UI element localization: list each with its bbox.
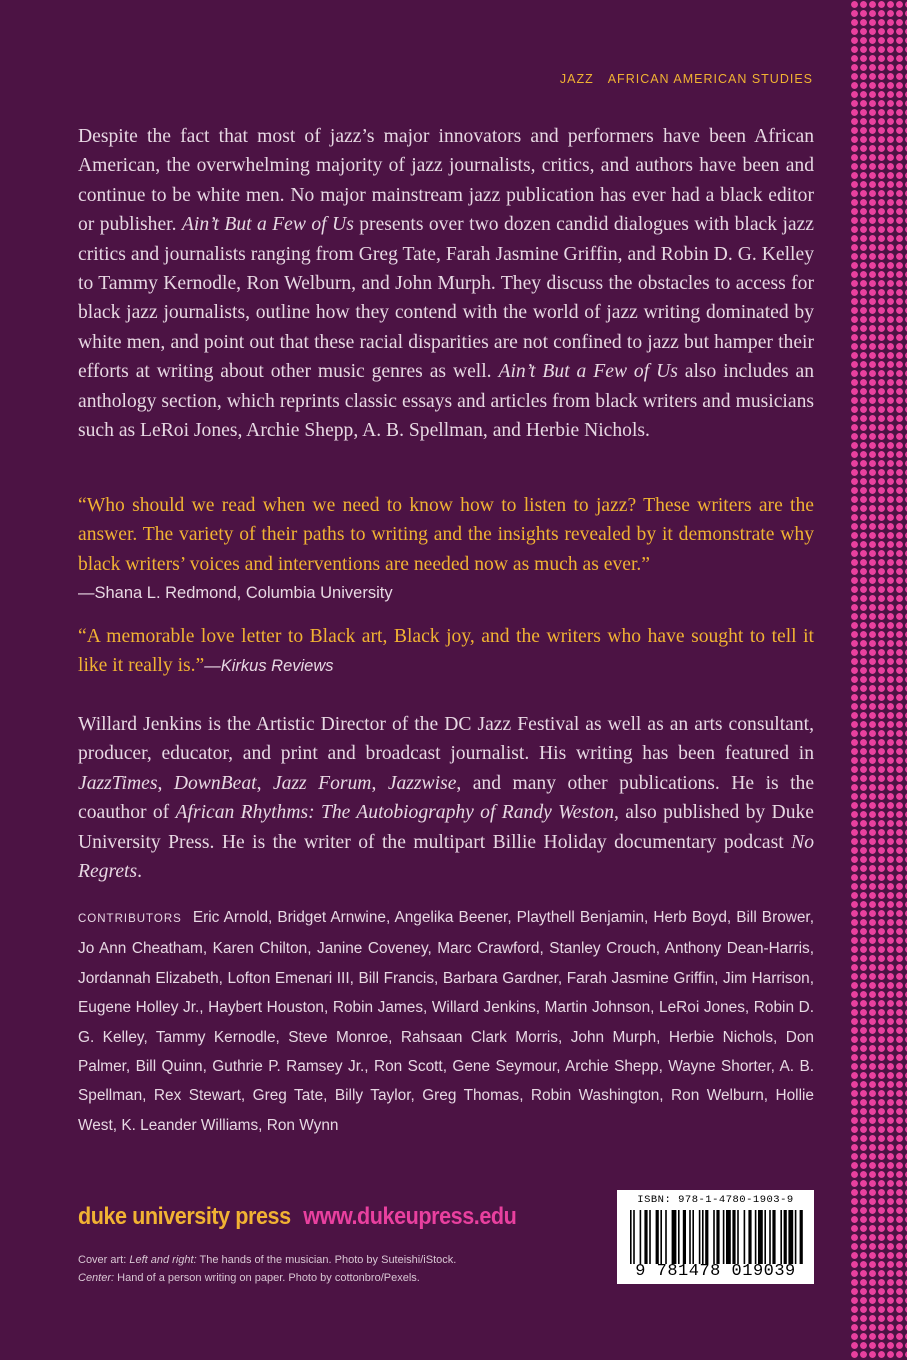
isbn-label: ISBN: 978-1-4780-1903-9 <box>637 1194 794 1206</box>
blurb-kirkus-attribution: —Kirkus Reviews <box>204 657 334 676</box>
subject-african-american-studies: AFRICAN AMERICAN STUDIES <box>607 72 813 86</box>
barcode-bar <box>630 1210 632 1264</box>
barcode-bar <box>783 1210 786 1264</box>
barcode-bar <box>769 1210 771 1264</box>
subject-jazz: JAZZ <box>559 72 594 86</box>
credit-text-1: The hands of the musician. Photo by Suteishi/iStock. <box>199 1254 457 1266</box>
blurb-redmond <box>78 491 814 608</box>
barcode-bar <box>748 1210 751 1264</box>
credit-label-2: Center: <box>78 1272 115 1284</box>
credit-line-1 <box>78 1251 456 1269</box>
credit-line-2 <box>78 1269 456 1287</box>
blurb-kirkus-text <box>78 622 814 681</box>
contributors-label: CONTRIBUTORS <box>78 913 182 925</box>
blurb-kirkus <box>78 622 814 681</box>
barcode-bar <box>754 1210 756 1264</box>
bio-segment: , <box>256 772 273 794</box>
barcode-bar <box>764 1210 766 1264</box>
barcode-bar <box>794 1210 796 1264</box>
bio-segment: DownBeat <box>173 772 257 794</box>
contributors-names: Eric Arnold, Bridget Arnwine, Angelika Beener, Playthell Benjamin, Herb Boyd, Bill Brower, Jo Ann Cheatham, Karen Chilton, Janine Coveney, Marc Crawford, Stanley Crouch, Anthony Dean-Harris, Jordannah Elizabeth, Lofton Emenari III, Bill Francis, Barbara Gardner, Farah Jasmine Griffin, Jim Harrison, Eugene Holley Jr., Haybert Houston, Robin James, Willard Jenkins, Martin Johnson, LeRoi Jones, Robin D. G. Kelley, Tammy Kernodle, Steve Monroe, Rahsaan Clark Morris, John Murph, Herbie Nichols, Don Palmer, Bill Quinn, Guthrie P. Ramsey Jr., Ron Scott, Gene Seymour, Archie Shepp, Wayne Shorter, A. B. Spellman, Rex Stewart, Greg Tate, Billy Taylor, Greg Thomas, Robin Washington, Ron Welburn, Hollie West, K. Leander Williams, Ron Wynn <box>78 909 814 1134</box>
credit-text-2: Hand of a person writing on paper. Photo by cottonbro/Pexels. <box>117 1272 420 1284</box>
subject-categories <box>560 72 813 86</box>
blurb-redmond-attribution: —Shana L. Redmond, Columbia University <box>78 584 393 603</box>
barcode-bar <box>702 1210 704 1264</box>
barcode-bar <box>644 1210 647 1264</box>
barcode-bar <box>649 1210 651 1264</box>
publisher-name: duke university press <box>78 1203 291 1230</box>
barcode-bar <box>737 1210 739 1264</box>
barcode-bar <box>692 1210 694 1264</box>
barcode-bar <box>705 1210 708 1264</box>
publisher-url: www.dukeupress.edu <box>303 1203 517 1230</box>
isbn-barcode <box>617 1190 814 1284</box>
barcode-number: 9 781478 019039 <box>635 1262 796 1281</box>
barcode-bar <box>633 1210 635 1264</box>
publisher-line <box>78 1203 516 1231</box>
credit-label-1: Left and right: <box>129 1254 197 1266</box>
bio-segment: , <box>157 772 174 794</box>
bio-segment: , and many other publications. He is the coauthor of <box>78 772 815 824</box>
barcode-bar <box>689 1210 691 1264</box>
cover-credits <box>78 1251 456 1287</box>
barcode-bar <box>716 1210 719 1264</box>
bio-segment: , <box>371 772 388 794</box>
barcode-bar <box>639 1210 641 1264</box>
bio-segment: , also published by Duke University Press. He is the writer of the multipart Billie Holiday documentary podcast <box>78 802 814 853</box>
barcode-bar <box>655 1210 658 1264</box>
bio-segment: Jazzwise <box>387 772 457 794</box>
barcode-bar <box>743 1210 745 1264</box>
description-segment: presents over two dozen candid dialogues with black jazz critics and journalists ranging from Greg Tate, Farah Jasmine Griffin, and Robin D. G. Kelley to Tammy Kernodle, Ron Welburn, and John Murph. They discuss the obstacles to access for black jazz journalists, outline how they contend with the world of jazz writing dominated by white men, and point out that these racial disparities are not confined to jazz but hamper their efforts at writing about other music genres as well. <box>78 214 814 383</box>
bio-segment: JazzTimes <box>78 772 158 794</box>
barcode-bar <box>713 1210 715 1264</box>
barcode-bar <box>678 1210 680 1264</box>
barcode-bar <box>732 1210 735 1264</box>
bio-segment: African Rhythms: The Autobiography of Randy Weston <box>175 802 615 824</box>
barcode-bar <box>780 1210 782 1264</box>
barcode-bar <box>788 1210 793 1264</box>
barcode-bar <box>799 1210 802 1264</box>
dot-pattern-stripe <box>850 0 907 1360</box>
bio-segment: Jazz Forum <box>272 772 372 794</box>
description-segment: Despite the fact that most of jazz’s major innovators and performers have been African American, the overwhelming majority of jazz journalists, critics, and authors have been and continue to be white men. No major mainstream jazz publication has ever had a black editor or publisher. <box>78 126 814 236</box>
bio-segment: . <box>137 861 143 883</box>
blurb-redmond-text: “Who should we read when we need to know how to listen to jazz? These writers are the answer. The variety of their paths to writing and the insights revealed by it demonstrate why black writers’ voices and interventions are needed now as much as ever.” <box>78 495 814 575</box>
credit-prefix: Cover art: <box>78 1254 130 1266</box>
description-segment: Ain’t But a Few of Us <box>181 214 354 236</box>
barcode-bar <box>758 1210 763 1264</box>
barcode-bar <box>722 1210 724 1264</box>
barcode-bar <box>772 1210 775 1264</box>
description-segment: Ain’t But a Few of Us <box>498 361 678 383</box>
barcode-bar <box>726 1210 731 1264</box>
book-description <box>78 122 814 445</box>
blurb-kirkus-quote: “A memorable love letter to Black art, Black joy, and the writers who have sought to tell it like it really is.” <box>78 626 814 677</box>
barcode-bars <box>626 1210 806 1264</box>
contributors-list <box>78 903 814 1140</box>
barcode-bar <box>665 1210 667 1264</box>
description-segment: also includes an anthology section, which reprints classic essays and articles from black writers and musicians such as LeRoi Jones, Archie Shepp, A. B. Spellman, and Herbie Nichols. <box>78 361 814 442</box>
barcode-bar <box>660 1210 662 1264</box>
barcode-bar <box>671 1210 676 1264</box>
barcode-bar <box>698 1210 700 1264</box>
author-bio <box>78 710 814 886</box>
bio-segment: No Regrets <box>78 831 814 883</box>
bio-segment: Willard Jenkins is the Artistic Director of the DC Jazz Festival as well as an arts consultant, producer, educator, and print and broadcast journalist. His writing has been featured in <box>78 714 814 765</box>
barcode-bar <box>682 1210 685 1264</box>
